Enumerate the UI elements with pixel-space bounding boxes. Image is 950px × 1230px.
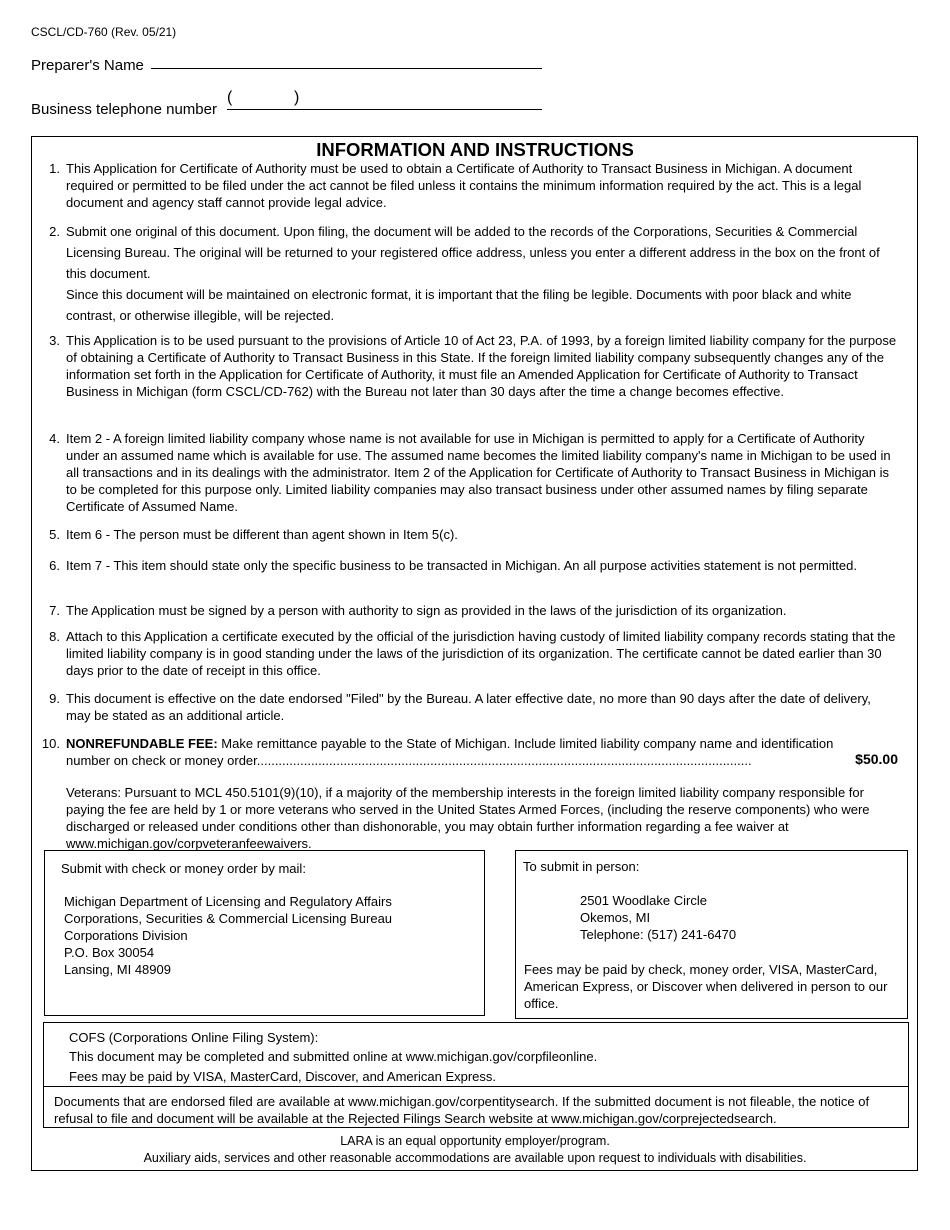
documents-note: Documents that are endorsed filed are available at www.michigan.gov/corpentitysearch. If the submitted document is not fileable, the notice of refusal to file and document will be available at the Rejected Filings Search website at www.michigan.gov/corprejectedsearch.: [54, 1094, 870, 1126]
item-number: 7.: [49, 603, 60, 618]
item-number: 8.: [49, 629, 60, 644]
in-person-heading: To submit in person:: [523, 859, 640, 874]
item-text: Item 7 - This item should state only the specific business to be transacted in Michigan. An all purpose activities statement is not permitted.: [66, 558, 857, 573]
mail-address-line: Corporations, Securities & Commercial Licensing Bureau: [64, 911, 393, 926]
item-number: 3.: [49, 333, 60, 348]
preparer-name-field[interactable]: [151, 58, 542, 69]
business-phone-label: Business telephone number: [31, 101, 217, 118]
item-text: Attach to this Application a certificate executed by the official of the jurisdiction having custody of limited liability company records stating that the limited liability company is in good standing under the laws of the jurisdiction of its organization. The certificate cannot be dated earlier than 30 days prior to the date of receipt in this office.: [66, 629, 896, 678]
item-number: 5.: [49, 527, 60, 542]
phone-paren-open: (: [227, 89, 233, 106]
item-text: Item 2 - A foreign limited liability company whose name is not available for use in Michigan is permitted to apply for a Certificate of Authority under an assumed name which is available for use. The assumed name becomes the limited liability company's name in Michigan to be used in all transactions and in its dealings with the administrator. Item 2 of the Application for Certificate of Authority to Transact Business in Michigan is to be completed for this purpose only. Limited liability companies may also transact business under other assumed names by filing separate Certificate of Assumed Name.: [66, 431, 891, 514]
cofs-line-2: Fees may be paid by VISA, MasterCard, Discover, and American Express.: [69, 1069, 497, 1084]
item-text-continued: Since this document will be maintained on electronic format, it is important that the filing be legible. Documents with poor black and white contrast, or otherwise illegible, will be rejected.: [66, 287, 852, 323]
business-phone-field[interactable]: [227, 100, 542, 110]
item-number: 9.: [49, 691, 60, 706]
mail-address-line: Lansing, MI 48909: [64, 962, 171, 977]
mail-submission-box: [44, 850, 485, 1016]
item-number: 6.: [49, 558, 60, 573]
cofs-line-1: This document may be completed and submitted online at www.michigan.gov/corpfileonline.: [69, 1049, 598, 1064]
form-number: CSCL/CD-760 (Rev. 05/21): [31, 25, 177, 39]
footer-accommodations: Auxiliary aids, services and other reasonable accommodations are available upon request to individuals with disabilities.: [143, 1151, 807, 1165]
in-person-submission-box: [515, 850, 908, 1019]
fee-text: Make remittance payable to the State of Michigan. Include limited liability company name and identification: [221, 736, 834, 751]
cofs-box: [43, 1022, 909, 1128]
cofs-heading: COFS (Corporations Online Filing System):: [69, 1030, 319, 1045]
fee-label: NONREFUNDABLE FEE:: [66, 736, 218, 751]
item-text: This Application is to be used pursuant to the provisions of Article 10 of Act 23, P.A. of 1993, by a foreign limited liability company for the purpose of obtaining a Certificate of Authority to Transact Business in this State. If the foreign limited liability company subsequently changes any of the information set forth in the Application for Certificate of Authority, it must file an Amended Application for Certificate of Authority to Transact Business in Michigan (form CSCL/CD-762) with the Bureau not later than 30 days after the time a change becomes effective.: [66, 333, 897, 399]
in-person-address-line: Telephone: (517) 241-6470: [580, 927, 737, 942]
item-number: 4.: [49, 431, 60, 446]
mail-heading: Submit with check or money order by mail:: [61, 861, 306, 876]
preparer-name-label: Preparer's Name: [31, 57, 144, 74]
veterans-note: Veterans: Pursuant to MCL 450.5101(9)(10), if a majority of the membership interests in the foreign limited liability company responsible for paying the fee are held by 1 or more veterans who served in the United States Armed Forces, (including the reserve components) who were discharged or released under conditions other than dishonorable, you may obtain further information regarding a fee waiver at www.michigan.gov/corpveteranfeewaivers.: [66, 785, 870, 851]
item-number: 1.: [49, 161, 60, 176]
footer-equal-opportunity: LARA is an equal opportunity employer/program.: [340, 1134, 610, 1148]
item-text: The Application must be signed by a person with authority to sign as provided in the laws of the jurisdiction of its organization.: [66, 603, 787, 618]
item-text: This document is effective on the date endorsed "Filed" by the Bureau. A later effective date, no more than 90 days after the date of delivery, may be stated as an additional article.: [66, 691, 871, 723]
item-text: This Application for Certificate of Authority must be used to obtain a Certificate of Authority to Transact Business in Michigan. A document required or permitted to be filed under the act cannot be filed unless it contains the minimum information required by the act. This is a legal document and agency staff cannot provide legal advice.: [66, 161, 862, 210]
item-text: Submit one original of this document. Upon filing, the document will be added to the records of the Corporations, Securities & Commercial Licensing Bureau. The original will be returned to your registered office address, unless you enter a different address in the box on the front of this document.: [66, 224, 880, 281]
mail-address-line: Corporations Division: [64, 928, 188, 943]
mail-address-line: P.O. Box 30054: [64, 945, 155, 960]
item-number: 2.: [49, 224, 60, 239]
in-person-address-line: 2501 Woodlake Circle: [580, 893, 707, 908]
mail-address-line: Michigan Department of Licensing and Regulatory Affairs: [64, 894, 392, 909]
fee-amount: $50.00: [855, 751, 898, 767]
phone-paren-close: ): [294, 89, 300, 106]
in-person-fees: Fees may be paid by check, money order, VISA, MasterCard, American Express, or Discover when delivered in person to our office.: [524, 962, 888, 1011]
cofs-divider: [44, 1086, 908, 1087]
fee-dotted-line: number on check or money order.........................................................................................................................................: [66, 753, 752, 768]
item-text: Item 6 - The person must be different than agent shown in Item 5(c).: [66, 527, 458, 542]
page-title: INFORMATION AND INSTRUCTIONS: [316, 139, 634, 160]
item-number: 10.: [41, 736, 60, 751]
in-person-address-line: Okemos, MI: [580, 910, 651, 925]
